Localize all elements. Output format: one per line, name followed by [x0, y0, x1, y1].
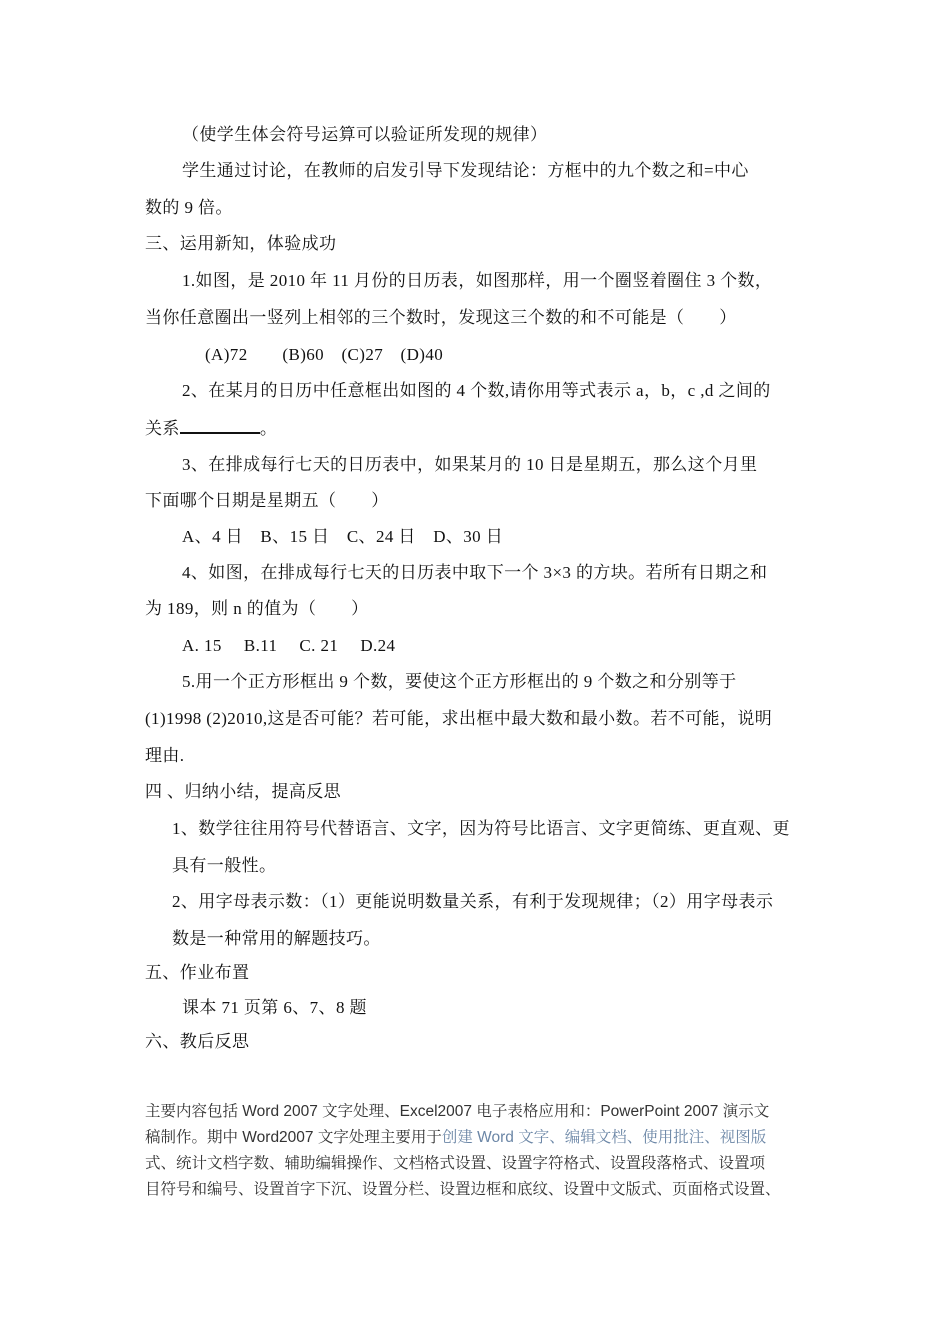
answer-blank	[180, 417, 260, 434]
summary-item-2: 2、用字母表示数：（1）更能说明数量关系，有利于发现规律；（2）用字母表示	[172, 892, 774, 911]
summary-item-1: 具有一般性。	[172, 856, 277, 875]
question-5-line: 5.用一个正方形框出 9 个数，要使这个正方形框出的 9 个数之和分别等于	[182, 672, 737, 691]
footer-text: 稿制作。期中 Word2007 文字处理主要用于	[145, 1129, 442, 1146]
question-5-line: (1)1998 (2)2010,这是否可能？若可能，求出框中最大数和最小数。若不可能，说明	[145, 709, 773, 728]
section-heading-4: 四 、归纳小结，提高反思	[145, 782, 342, 801]
section-heading-5: 五、作业布置	[145, 963, 250, 982]
question-2-line: 2、在某月的日历中任意框出如图的 4 个数,请你用等式表示 a，b，c ,d 之间的	[182, 381, 771, 400]
footer-line: 目符号和编号、设置首字下沉、设置分栏、设置边框和底纹、设置中文版式、页面格式设置、	[145, 1181, 781, 1198]
question-3-options: A、4 日 B、15 日 C、24 日 D、30 日	[182, 527, 504, 546]
homework-text: 课本 71 页第 6、7、8 题	[182, 998, 367, 1017]
footer-line: 式、统计文档字数、辅助编辑操作、文档格式设置、设置字符格式、设置段落格式、设置项	[145, 1155, 766, 1172]
note-line: （使学生体会符号运算可以验证所发现的规律）	[182, 125, 548, 144]
question-4-line: 为 189，则 n 的值为（ ）	[145, 599, 369, 618]
footer-line	[145, 1128, 766, 1148]
summary-item-2: 数是一种常用的解题技巧。	[172, 929, 381, 948]
question-2-prefix: 关系	[145, 419, 180, 438]
footer-highlight: 创建 Word 文字、编辑文档、使用批注、视图版	[441, 1129, 767, 1146]
paragraph-line: 数的 9 倍。	[145, 198, 233, 217]
question-2-line	[145, 417, 277, 440]
section-heading-6: 六、教后反思	[145, 1032, 250, 1051]
footer-line: 主要内容包括 Word 2007 文字处理、Excel2007 电子表格应用和：PowerPoint 2007 演示文	[145, 1103, 770, 1120]
question-4-line: 4、如图，在排成每行七天的日历表中取下一个 3×3 的方块。若所有日期之和	[182, 563, 768, 582]
section-heading-3: 三、运用新知，体验成功	[145, 234, 337, 253]
question-4-options: A. 15 B.11 C. 21 D.24	[182, 636, 396, 655]
question-1-line: 当你任意圈出一竖列上相邻的三个数时，发现这三个数的和不可能是（ ）	[145, 308, 737, 327]
question-3-line: 下面哪个日期是星期五（ ）	[145, 491, 389, 510]
question-3-line: 3、在排成每行七天的日历表中，如果某月的 10 日是星期五，那么这个月里	[182, 455, 758, 474]
question-5-line: 理由.	[145, 746, 185, 765]
question-1-line: 1.如图，是 2010 年 11 月份的日历表，如图那样，用一个圈竖着圈住 3 个数，	[182, 271, 773, 290]
summary-item-1: 1、数学往往用符号代替语言、文字，因为符号比语言、文字更简练、更直观、更	[172, 819, 790, 838]
question-1-options: (A)72 (B)60 (C)27 (D)40	[205, 345, 444, 364]
question-2-suffix: 。	[259, 419, 278, 438]
paragraph-line: 学生通过讨论，在教师的启发引导下发现结论：方框中的九个数之和=中心	[182, 161, 749, 180]
